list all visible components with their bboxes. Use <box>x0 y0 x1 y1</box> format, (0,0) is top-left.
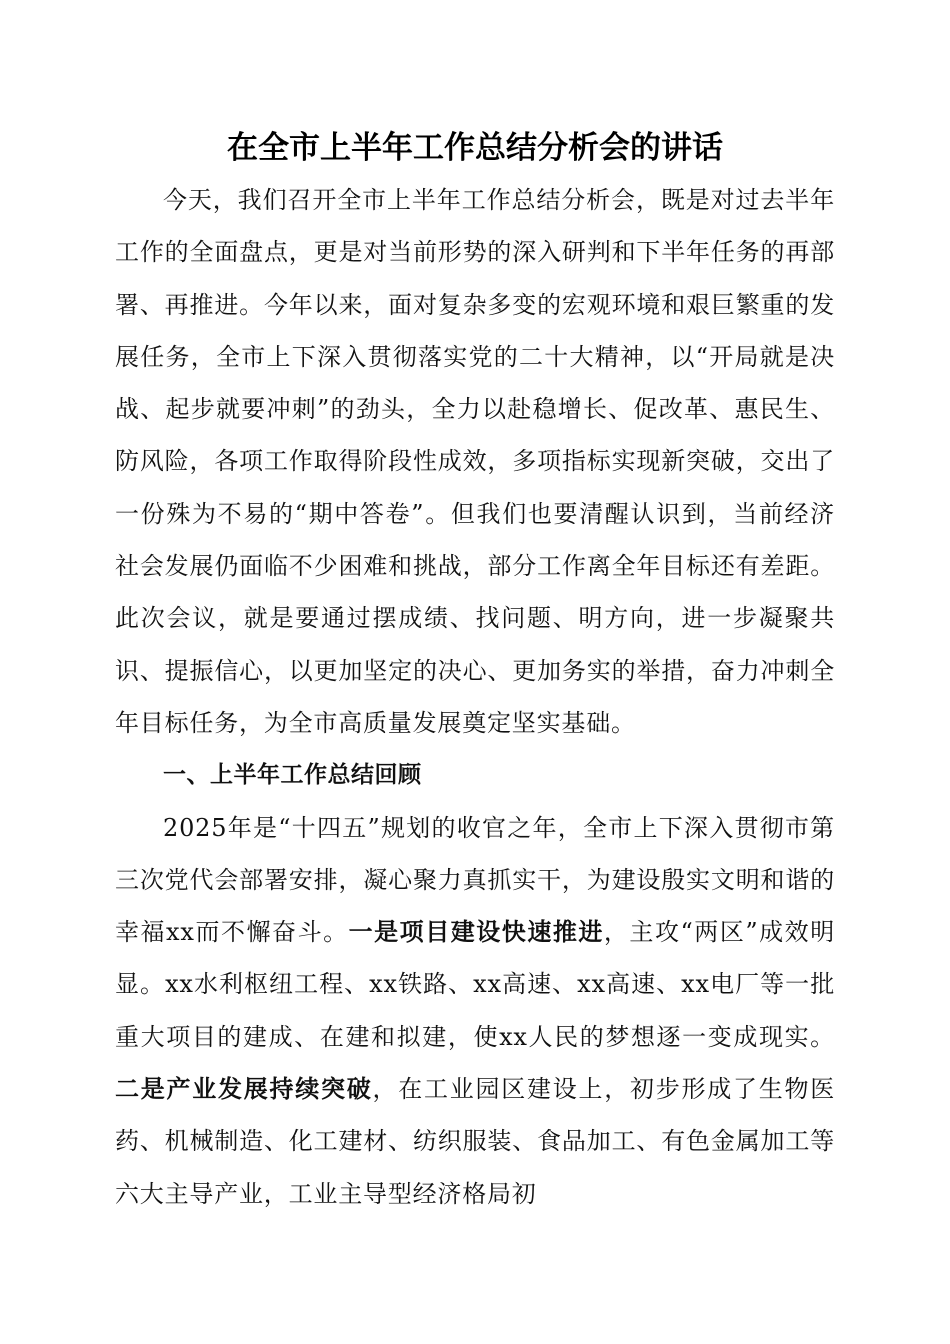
paragraph-text: ，主攻“两区”成效明显。xx水利枢纽工程、xx铁路、xx高速、xx高速、xx电厂等一批重大项目的建成、在建和拟建，使xx人民的梦想逐一变成现实。 <box>115 918 835 1051</box>
document-body <box>115 174 835 1220</box>
document-title: 在全市上半年工作总结分析会的讲话 <box>227 130 723 166</box>
section-1-paragraph <box>115 802 835 1220</box>
paragraph-text: ，在工业园区建设上，初步形成了生物医药、机械制造、化工建材、纺织服装、食品加工、有色金属加工等六大主导产业，工业主导型经济格局初 <box>115 1075 835 1208</box>
section-heading-1: 一、上半年工作总结回顾 <box>163 762 422 789</box>
bold-point-project: 一是项目建设快速推进 <box>348 918 604 947</box>
paragraph-text: 2025年是“十四五”规划的收官之年，全市上下深入贯彻市第三次党代会部署安排，凝心聚力真抓实干，为建设殷实文明和谐的幸福xx而不懈奋斗。 <box>115 813 835 947</box>
bold-point-industry: 二是产业发展持续突破 <box>115 1075 373 1104</box>
intro-paragraph: 今天，我们召开全市上半年工作总结分析会，既是对过去半年工作的全面盘点，更是对当前形势的深入研判和下半年任务的再部署、再推进。今年以来，面对复杂多变的宏观环境和艰巨繁重的发展任务，全市上下深入贯彻落实党的二十大精神，以“开局就是决战、起步就要冲刺”的劲头，全力以赴稳增长、促改革、惠民生、防风险，各项工作取得阶段性成效，多项指标实现新突破，交出了一份殊为不易的“期中答卷”。但我们也要清醒认识到，当前经济社会发展仍面临不少困难和挑战，部分工作离全年目标还有差距。此次会议，就是要通过摆成绩、找问题、明方向，进一步凝聚共识、提振信心，以更加坚定的决心、更加务实的举措，奋力冲刺全年目标任务，为全市高质量发展奠定坚实基础。 <box>115 186 835 737</box>
